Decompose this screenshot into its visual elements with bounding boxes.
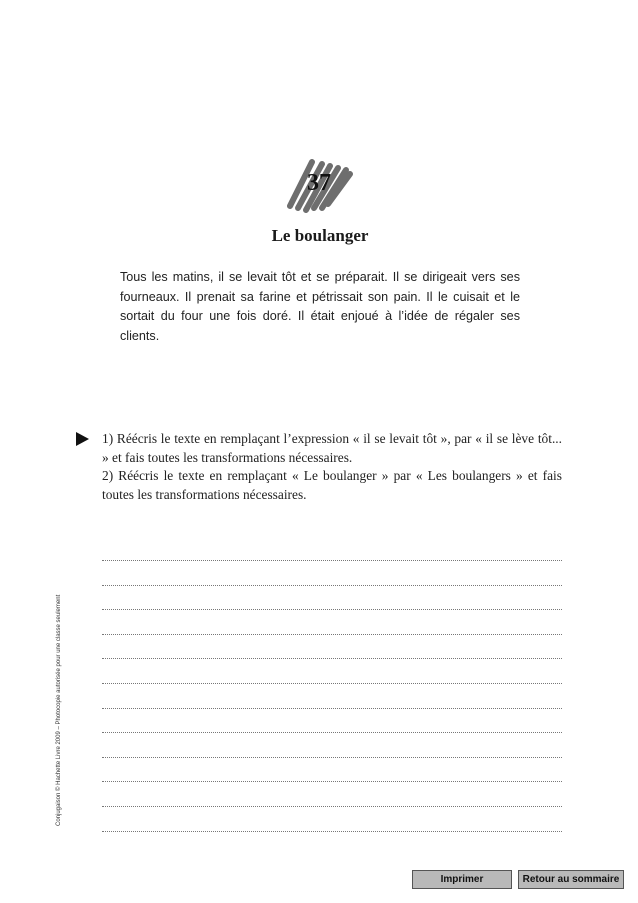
writing-line[interactable] [102, 585, 562, 586]
writing-line[interactable] [102, 781, 562, 782]
instruction-2: 2) Réécris le texte en remplaçant « Le boulanger » par « Les boulangers » et fais toutes les transformations nécessaires. [102, 468, 562, 502]
exercise-number: 37 [307, 170, 331, 196]
writing-line[interactable] [102, 683, 562, 684]
writing-line[interactable] [102, 634, 562, 635]
back-to-contents-button[interactable]: Retour au sommaire [518, 870, 624, 889]
writing-line[interactable] [102, 560, 562, 561]
writing-line[interactable] [102, 732, 562, 733]
writing-line[interactable] [102, 658, 562, 659]
exercise-title: Le boulanger [271, 226, 369, 245]
instruction-1: 1) Réécris le texte en remplaçant l’expression « il se levait tôt », par « il se lève tôt... » et fais toutes les transformations nécessaires. [102, 431, 562, 465]
exercise-passage: Tous les matins, il se levait tôt et se préparait. Il se dirigeait vers ses fourneaux. Il prenait sa farine et pétrissait son pain. Il le cuisait et le sortait du four une fois doré. Il était enjoué à l’idée de régaler ses clients. [120, 270, 520, 343]
writing-lines[interactable] [102, 560, 562, 855]
exercise-number-badge [278, 158, 358, 214]
arrow-right-icon [76, 432, 89, 446]
copyright-notice: Conjugaison © Hachette Livre 2009 – Photocopie autorisée pour une classe seulement [56, 594, 62, 826]
writing-line[interactable] [102, 806, 562, 807]
writing-line[interactable] [102, 831, 562, 832]
writing-line[interactable] [102, 708, 562, 709]
print-button[interactable]: Imprimer [412, 870, 512, 889]
writing-line[interactable] [102, 757, 562, 758]
writing-line[interactable] [102, 609, 562, 610]
